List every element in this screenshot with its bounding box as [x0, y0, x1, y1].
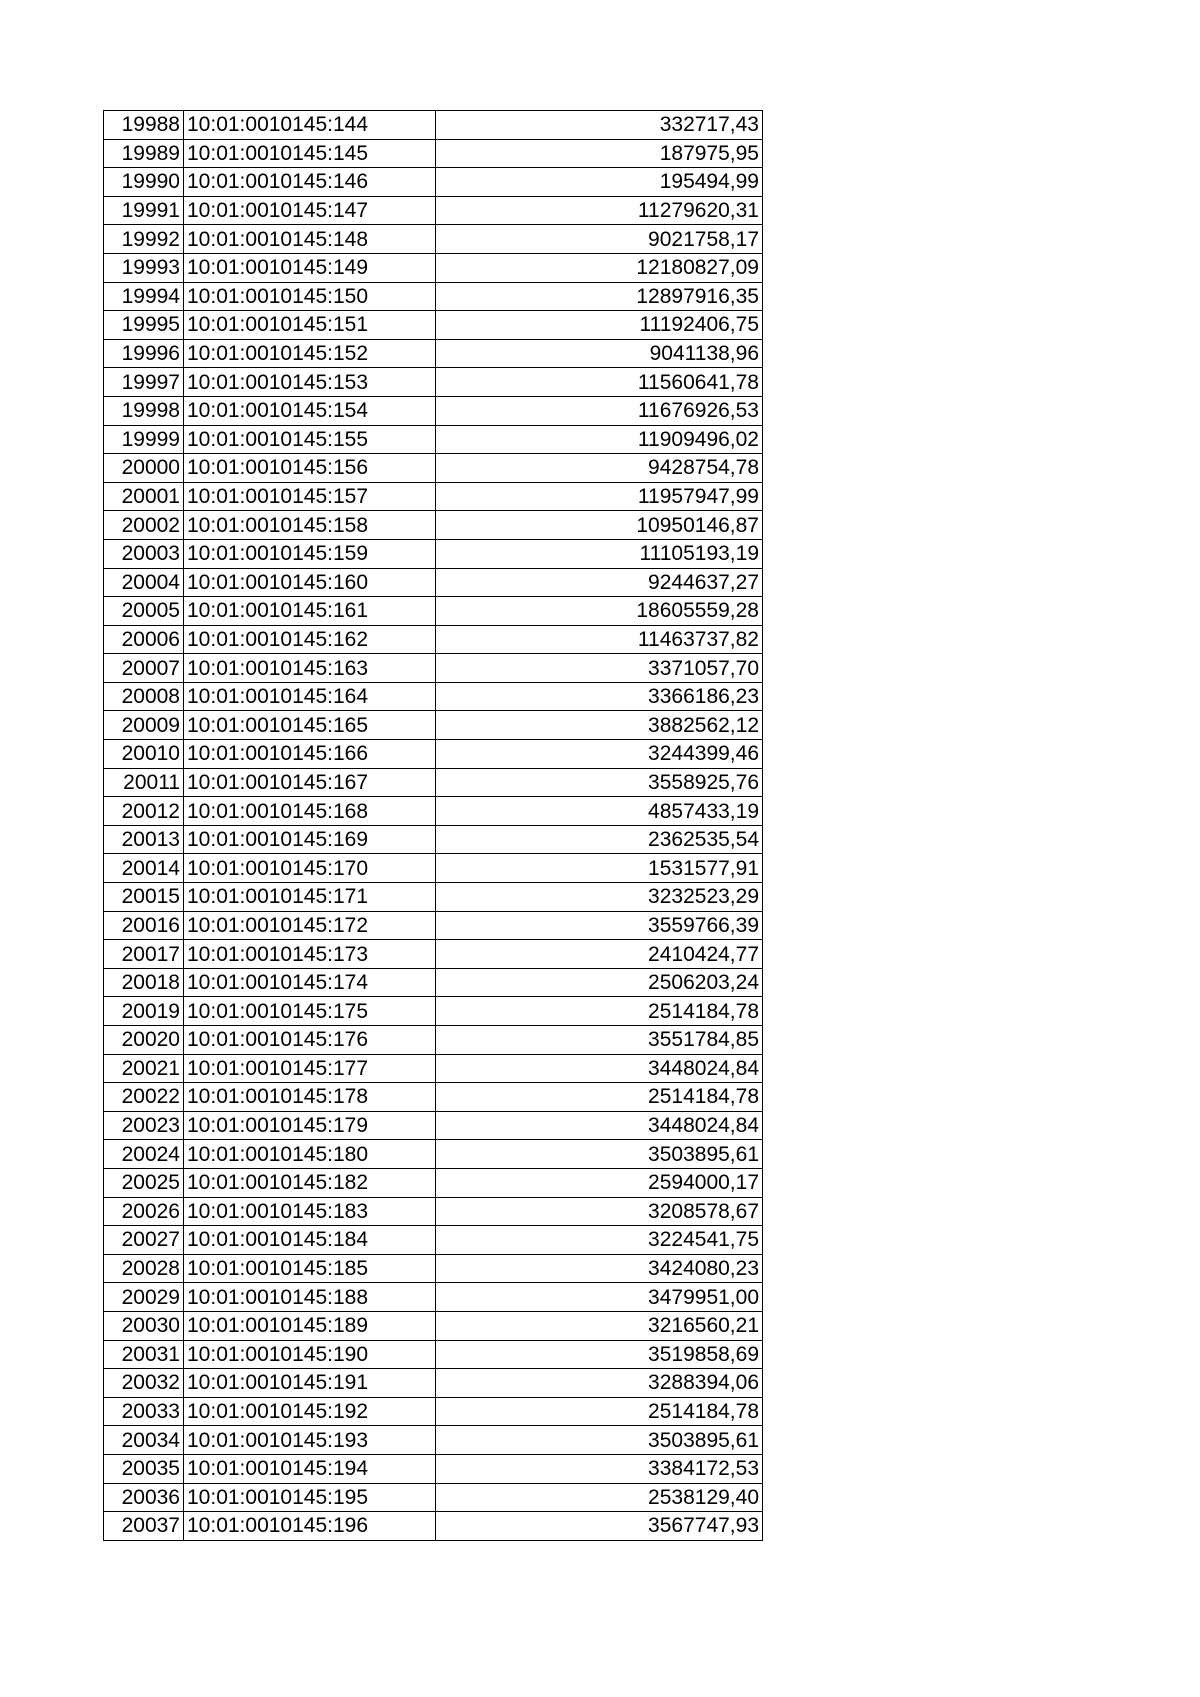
cadastral-value-cell: 9428754,78 — [436, 454, 763, 483]
cadastral-value-cell: 11192406,75 — [436, 311, 763, 340]
cadastral-value-cell: 2594000,17 — [436, 1168, 763, 1197]
cadastral-number-cell: 10:01:0010145:192 — [184, 1397, 436, 1426]
cadastral-value-cell: 2514184,78 — [436, 997, 763, 1026]
table-row — [104, 625, 763, 654]
table-row — [104, 854, 763, 883]
cadastral-number-cell: 10:01:0010145:185 — [184, 1254, 436, 1283]
cadastral-number-cell: 10:01:0010145:152 — [184, 339, 436, 368]
table-row — [104, 1197, 763, 1226]
cadastral-number-cell: 10:01:0010145:176 — [184, 1026, 436, 1055]
cadastral-value-cell: 11463737,82 — [436, 625, 763, 654]
table-row — [104, 225, 763, 254]
cadastral-number-cell: 10:01:0010145:188 — [184, 1283, 436, 1312]
cadastral-value-cell: 18605559,28 — [436, 597, 763, 626]
table-row — [104, 1111, 763, 1140]
cadastral-value-cell: 1531577,91 — [436, 854, 763, 883]
row-number-cell: 19996 — [104, 339, 184, 368]
table-row — [104, 1311, 763, 1340]
table-row — [104, 282, 763, 311]
cadastral-number-cell: 10:01:0010145:162 — [184, 625, 436, 654]
cadastral-number-cell: 10:01:0010145:167 — [184, 768, 436, 797]
table-row — [104, 940, 763, 969]
cadastral-value-cell: 2410424,77 — [436, 940, 763, 969]
cadastral-value-cell: 2514184,78 — [436, 1083, 763, 1112]
table-row — [104, 797, 763, 826]
cadastral-number-cell: 10:01:0010145:194 — [184, 1454, 436, 1483]
cadastral-value-cell: 3882562,12 — [436, 711, 763, 740]
row-number-cell: 20004 — [104, 568, 184, 597]
table-row — [104, 482, 763, 511]
row-number-cell: 20001 — [104, 482, 184, 511]
cadastral-number-cell: 10:01:0010145:169 — [184, 825, 436, 854]
table-row — [104, 368, 763, 397]
cadastral-value-cell: 3208578,67 — [436, 1197, 763, 1226]
table-row — [104, 597, 763, 626]
row-number-cell: 19991 — [104, 196, 184, 225]
cadastral-number-cell: 10:01:0010145:158 — [184, 511, 436, 540]
table-row — [104, 1369, 763, 1398]
document-page — [103, 110, 763, 1541]
cadastral-number-cell: 10:01:0010145:146 — [184, 168, 436, 197]
row-number-cell: 19990 — [104, 168, 184, 197]
cadastral-number-cell: 10:01:0010145:184 — [184, 1226, 436, 1255]
cadastral-value-cell: 12897916,35 — [436, 282, 763, 311]
table-row — [104, 1483, 763, 1512]
cadastral-value-cell: 3244399,46 — [436, 740, 763, 769]
row-number-cell: 20013 — [104, 825, 184, 854]
cadastral-value-cell: 10950146,87 — [436, 511, 763, 540]
table-row — [104, 1054, 763, 1083]
cadastral-value-cell: 3503895,61 — [436, 1140, 763, 1169]
table-row — [104, 1512, 763, 1541]
table-row — [104, 768, 763, 797]
table-row — [104, 425, 763, 454]
row-number-cell: 19993 — [104, 253, 184, 282]
row-number-cell: 20007 — [104, 654, 184, 683]
row-number-cell: 20009 — [104, 711, 184, 740]
cadastral-number-cell: 10:01:0010145:170 — [184, 854, 436, 883]
row-number-cell: 20024 — [104, 1140, 184, 1169]
cadastral-number-cell: 10:01:0010145:190 — [184, 1340, 436, 1369]
cadastral-number-cell: 10:01:0010145:195 — [184, 1483, 436, 1512]
cadastral-value-cell: 3559766,39 — [436, 911, 763, 940]
cadastral-number-cell: 10:01:0010145:163 — [184, 654, 436, 683]
table-row — [104, 997, 763, 1026]
table-row — [104, 654, 763, 683]
cadastral-value-cell: 3558925,76 — [436, 768, 763, 797]
cadastral-number-cell: 10:01:0010145:150 — [184, 282, 436, 311]
cadastral-value-cell: 3216560,21 — [436, 1311, 763, 1340]
cadastral-value-cell: 12180827,09 — [436, 253, 763, 282]
table-row — [104, 883, 763, 912]
cadastral-value-cell: 9244637,27 — [436, 568, 763, 597]
table-row — [104, 111, 763, 140]
cadastral-number-cell: 10:01:0010145:147 — [184, 196, 436, 225]
row-number-cell: 19997 — [104, 368, 184, 397]
cadastral-value-cell: 3371057,70 — [436, 654, 763, 683]
cadastral-value-cell: 11957947,99 — [436, 482, 763, 511]
table-row — [104, 1026, 763, 1055]
table-row — [104, 1340, 763, 1369]
table-row — [104, 396, 763, 425]
row-number-cell: 20029 — [104, 1283, 184, 1312]
cadastral-value-cell: 2362535,54 — [436, 825, 763, 854]
cadastral-number-cell: 10:01:0010145:159 — [184, 539, 436, 568]
cadastral-number-cell: 10:01:0010145:145 — [184, 139, 436, 168]
table-row — [104, 339, 763, 368]
row-number-cell: 20000 — [104, 454, 184, 483]
table-row — [104, 1083, 763, 1112]
cadastral-number-cell: 10:01:0010145:179 — [184, 1111, 436, 1140]
cadastral-number-cell: 10:01:0010145:180 — [184, 1140, 436, 1169]
table-row — [104, 1454, 763, 1483]
row-number-cell: 20028 — [104, 1254, 184, 1283]
cadastral-number-cell: 10:01:0010145:166 — [184, 740, 436, 769]
cadastral-number-cell: 10:01:0010145:177 — [184, 1054, 436, 1083]
cadastral-value-cell: 2506203,24 — [436, 968, 763, 997]
cadastral-value-cell: 187975,95 — [436, 139, 763, 168]
row-number-cell: 20019 — [104, 997, 184, 1026]
cadastral-number-cell: 10:01:0010145:191 — [184, 1369, 436, 1398]
row-number-cell: 20005 — [104, 597, 184, 626]
row-number-cell: 20037 — [104, 1512, 184, 1541]
row-number-cell: 20031 — [104, 1340, 184, 1369]
table-row — [104, 1226, 763, 1255]
cadastral-value-cell: 332717,43 — [436, 111, 763, 140]
cadastral-value-cell: 3503895,61 — [436, 1426, 763, 1455]
cadastral-number-cell: 10:01:0010145:183 — [184, 1197, 436, 1226]
row-number-cell: 20026 — [104, 1197, 184, 1226]
row-number-cell: 19992 — [104, 225, 184, 254]
cadastral-value-table — [103, 110, 763, 1541]
cadastral-value-cell: 3384172,53 — [436, 1454, 763, 1483]
cadastral-value-cell: 3567747,93 — [436, 1512, 763, 1541]
cadastral-number-cell: 10:01:0010145:149 — [184, 253, 436, 282]
row-number-cell: 20035 — [104, 1454, 184, 1483]
cadastral-number-cell: 10:01:0010145:172 — [184, 911, 436, 940]
row-number-cell: 20030 — [104, 1311, 184, 1340]
table-row — [104, 1283, 763, 1312]
row-number-cell: 20016 — [104, 911, 184, 940]
row-number-cell: 19998 — [104, 396, 184, 425]
table-row — [104, 568, 763, 597]
table-row — [104, 825, 763, 854]
row-number-cell: 19989 — [104, 139, 184, 168]
cadastral-number-cell: 10:01:0010145:175 — [184, 997, 436, 1026]
cadastral-value-cell: 3232523,29 — [436, 883, 763, 912]
row-number-cell: 20025 — [104, 1168, 184, 1197]
cadastral-value-cell: 3479951,00 — [436, 1283, 763, 1312]
table-row — [104, 511, 763, 540]
table-row — [104, 168, 763, 197]
cadastral-number-cell: 10:01:0010145:168 — [184, 797, 436, 826]
cadastral-value-cell: 11909496,02 — [436, 425, 763, 454]
cadastral-value-cell: 11560641,78 — [436, 368, 763, 397]
cadastral-value-cell: 2514184,78 — [436, 1397, 763, 1426]
cadastral-value-cell: 3424080,23 — [436, 1254, 763, 1283]
cadastral-value-cell: 2538129,40 — [436, 1483, 763, 1512]
cadastral-value-cell: 11279620,31 — [436, 196, 763, 225]
cadastral-value-cell: 9021758,17 — [436, 225, 763, 254]
row-number-cell: 20021 — [104, 1054, 184, 1083]
row-number-cell: 20036 — [104, 1483, 184, 1512]
table-row — [104, 968, 763, 997]
row-number-cell: 20011 — [104, 768, 184, 797]
cadastral-number-cell: 10:01:0010145:148 — [184, 225, 436, 254]
row-number-cell: 19994 — [104, 282, 184, 311]
table-row — [104, 682, 763, 711]
table-row — [104, 253, 763, 282]
row-number-cell: 19988 — [104, 111, 184, 140]
table-row — [104, 454, 763, 483]
cadastral-value-cell: 3288394,06 — [436, 1369, 763, 1398]
row-number-cell: 20027 — [104, 1226, 184, 1255]
row-number-cell: 19999 — [104, 425, 184, 454]
row-number-cell: 20033 — [104, 1397, 184, 1426]
cadastral-number-cell: 10:01:0010145:161 — [184, 597, 436, 626]
table-row — [104, 139, 763, 168]
cadastral-value-cell: 3448024,84 — [436, 1111, 763, 1140]
cadastral-value-cell: 11105193,19 — [436, 539, 763, 568]
cadastral-value-cell: 3551784,85 — [436, 1026, 763, 1055]
cadastral-number-cell: 10:01:0010145:155 — [184, 425, 436, 454]
cadastral-number-cell: 10:01:0010145:193 — [184, 1426, 436, 1455]
cadastral-value-cell: 11676926,53 — [436, 396, 763, 425]
row-number-cell: 20012 — [104, 797, 184, 826]
table-row — [104, 711, 763, 740]
row-number-cell: 20002 — [104, 511, 184, 540]
cadastral-number-cell: 10:01:0010145:165 — [184, 711, 436, 740]
cadastral-number-cell: 10:01:0010145:189 — [184, 1311, 436, 1340]
row-number-cell: 19995 — [104, 311, 184, 340]
table-row — [104, 196, 763, 225]
row-number-cell: 20008 — [104, 682, 184, 711]
row-number-cell: 20018 — [104, 968, 184, 997]
cadastral-value-cell: 3366186,23 — [436, 682, 763, 711]
row-number-cell: 20023 — [104, 1111, 184, 1140]
row-number-cell: 20006 — [104, 625, 184, 654]
cadastral-value-cell: 4857433,19 — [436, 797, 763, 826]
cadastral-number-cell: 10:01:0010145:173 — [184, 940, 436, 969]
row-number-cell: 20032 — [104, 1369, 184, 1398]
table-row — [104, 1140, 763, 1169]
cadastral-number-cell: 10:01:0010145:174 — [184, 968, 436, 997]
cadastral-number-cell: 10:01:0010145:151 — [184, 311, 436, 340]
cadastral-number-cell: 10:01:0010145:154 — [184, 396, 436, 425]
cadastral-value-cell: 3448024,84 — [436, 1054, 763, 1083]
row-number-cell: 20022 — [104, 1083, 184, 1112]
row-number-cell: 20010 — [104, 740, 184, 769]
table-row — [104, 1397, 763, 1426]
cadastral-value-cell: 3519858,69 — [436, 1340, 763, 1369]
row-number-cell: 20017 — [104, 940, 184, 969]
cadastral-number-cell: 10:01:0010145:160 — [184, 568, 436, 597]
table-row — [104, 539, 763, 568]
table-row — [104, 1254, 763, 1283]
table-row — [104, 1426, 763, 1455]
cadastral-number-cell: 10:01:0010145:171 — [184, 883, 436, 912]
row-number-cell: 20003 — [104, 539, 184, 568]
cadastral-number-cell: 10:01:0010145:156 — [184, 454, 436, 483]
cadastral-number-cell: 10:01:0010145:196 — [184, 1512, 436, 1541]
table-row — [104, 311, 763, 340]
table-body — [104, 111, 763, 1541]
table-row — [104, 911, 763, 940]
cadastral-number-cell: 10:01:0010145:144 — [184, 111, 436, 140]
cadastral-number-cell: 10:01:0010145:182 — [184, 1168, 436, 1197]
cadastral-number-cell: 10:01:0010145:157 — [184, 482, 436, 511]
row-number-cell: 20034 — [104, 1426, 184, 1455]
table-row — [104, 1168, 763, 1197]
table-row — [104, 740, 763, 769]
row-number-cell: 20015 — [104, 883, 184, 912]
cadastral-number-cell: 10:01:0010145:164 — [184, 682, 436, 711]
cadastral-value-cell: 3224541,75 — [436, 1226, 763, 1255]
cadastral-value-cell: 195494,99 — [436, 168, 763, 197]
cadastral-number-cell: 10:01:0010145:178 — [184, 1083, 436, 1112]
cadastral-value-cell: 9041138,96 — [436, 339, 763, 368]
cadastral-number-cell: 10:01:0010145:153 — [184, 368, 436, 397]
row-number-cell: 20020 — [104, 1026, 184, 1055]
row-number-cell: 20014 — [104, 854, 184, 883]
